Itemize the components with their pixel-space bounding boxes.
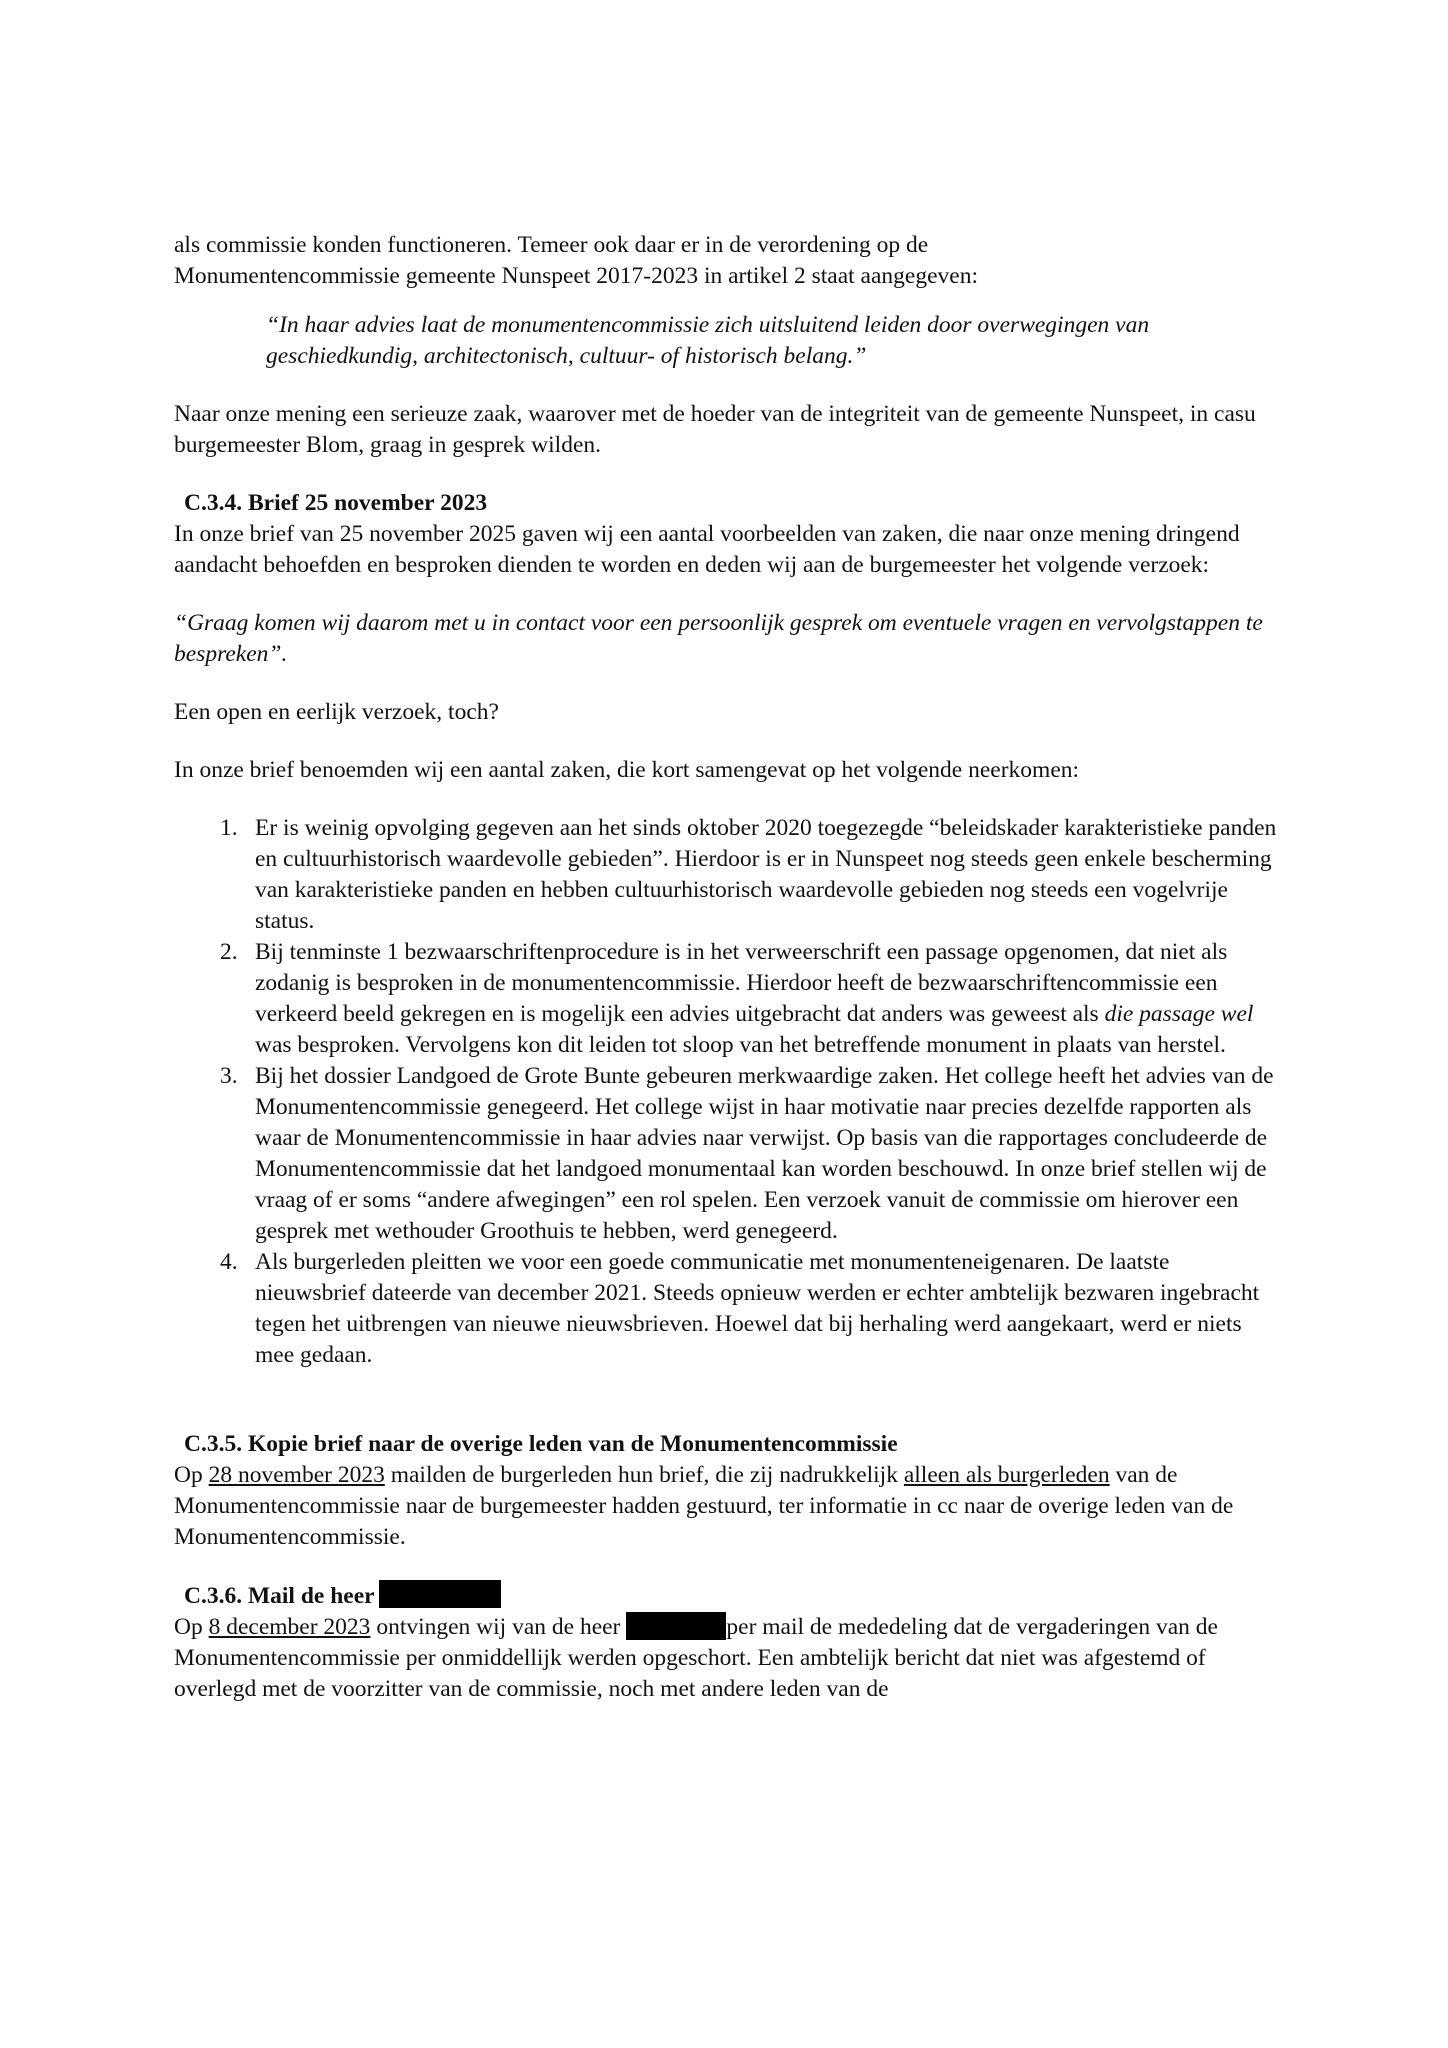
list-item-number: 3. [220, 1063, 238, 1089]
heading-c36 [174, 1580, 1284, 1612]
c35-text: mailden de burgerleden hun brief, die zij nadrukkelijk [384, 1462, 904, 1488]
redacted-name-block [379, 1580, 501, 1608]
list-item-number: 4. [220, 1249, 238, 1275]
list-item-number: 2. [220, 939, 238, 965]
c35-date: 28 november 2023 [208, 1462, 385, 1488]
intro-paragraph [174, 230, 1284, 292]
c34-request-quote: “Graag komen wij daarom met u in contact voor een persoonlijk gesprek om eventuele vragen en vervolgstappen te bespreken”. [174, 610, 1263, 667]
c34-body: In onze brief van 25 november 2025 gaven wij een aantal voorbeelden van zaken, die naar onze mening dringend aandacht behoefden en besproken dienden te worden en deden wij aan de burgemeester het volgende verzoek: [174, 521, 1240, 578]
intro-line-2: Monumentencommissie gemeente Nunspeet 2017-2023 in artikel 2 staat aangegeven: [174, 263, 978, 289]
heading-c34: C.3.4. Brief 25 november 2023 [184, 490, 488, 516]
redacted-name-block [626, 1612, 726, 1640]
c34-question: Een open en eerlijk verzoek, toch? [174, 699, 499, 725]
c34-list-intro: In onze brief benoemden wij een aantal zaken, die kort samengevat op het volgende neerkomen: [174, 757, 1080, 783]
heading-c36-text: C.3.6. Mail de heer [184, 1583, 375, 1609]
c36-text: ontvingen wij van de heer [370, 1614, 621, 1640]
c36-text: per mail de mededeling dat de vergaderingen van de Monumentencommissie per onmiddellijk werden opgeschort. Een ambtelijk bericht dat niet was afgestemd of overlegd met de voorzitter van de commissie, noch met andere leden van de [174, 1614, 1218, 1702]
list-item [174, 1247, 1284, 1371]
list-item-text-part: was besproken. Vervolgens kon dit leiden tot sloop van het betreffende monument in plaats van herstel. [255, 1032, 1226, 1058]
list-item-text [255, 939, 1253, 1058]
c34-issue-list [174, 813, 1284, 1371]
document-body [174, 230, 1284, 1705]
list-item-number: 1. [220, 815, 238, 841]
regulation-quote: “In haar advies laat de monumentencommissie zich uitsluitend leiden door overwegingen van geschiedkundig, architectonisch, cultuur- of historisch belang.” [266, 312, 1150, 369]
c36-body [174, 1612, 1284, 1705]
c36-date: 8 december 2023 [208, 1614, 371, 1640]
list-item-text: Er is weinig opvolging gegeven aan het sinds oktober 2020 toegezegde “beleidskader karakteristieke panden en cultuurhistorisch waardevolle gebieden”. Hierdoor is er in Nunspeet nog steeds geen enkele bescherming van karakteristieke panden en hebben cultuurhistorisch waardevolle gebieden nog steeds een vogelvrije status. [255, 815, 1277, 934]
c35-text: Op [174, 1462, 209, 1488]
list-item-text: Bij het dossier Landgoed de Grote Bunte gebeuren merkwaardige zaken. Het college heeft het advies van de Monumentencommissie genegeerd. Het college wijst in haar motivatie naar precies dezelfde rapporten als waar de Monumentencommissie in haar advies naar verwijst. Op basis van die rapportages concludeerde de Monumentencommissie dat het landgoed monumentaal kan worden beschouwd. In onze brief stellen wij de vraag of er soms “andere afwegingen” een rol spelen. Een verzoek vanuit de commissie om hierover een gesprek met wethouder Groothuis te hebben, werd genegeerd. [255, 1063, 1274, 1244]
list-item-text: Als burgerleden pleitten we voor een goede communicatie met monumenteneigenaren. De laatste nieuwsbrief dateerde van december 2021. Steeds opnieuw werden er echter ambtelijk bezwaren ingebracht tegen het uitbrengen van nieuwe nieuwsbrieven. Hoewel dat bij herhaling werd aangekaart, werd er niets mee gedaan. [255, 1249, 1260, 1368]
opinion-paragraph: Naar onze mening een serieuze zaak, waarover met de hoeder van de integriteit van de gemeente Nunspeet, in casu burgemeester Blom, graag in gesprek wilden. [174, 401, 1256, 458]
intro-line-1: als commissie konden functioneren. Temeer ook daar er in de verordening op de [174, 232, 929, 258]
c36-text: Op [174, 1614, 209, 1640]
list-item [174, 1061, 1284, 1247]
c35-underlined-text: alleen als burgerleden [903, 1462, 1110, 1488]
c35-body [174, 1460, 1284, 1553]
c35-text: van de Monumentencommissie naar de burgemeester hadden gestuurd, ter informatie in cc naar de overige leden van de Monumentencommissie. [174, 1462, 1234, 1550]
list-item [174, 937, 1284, 1061]
list-item-italic-text: die passage wel [1104, 1001, 1254, 1027]
list-item-text-part: Bij tenminste 1 bezwaarschriftenprocedure is in het verweerschrift een passage opgenomen, dat niet als zodanig is besproken in de monumentencommissie. Hierdoor heeft de bezwaarschriftencommissie een verkeerd beeld gekregen en is mogelijk een advies uitgebracht dat anders was geweest als [255, 939, 1228, 1027]
heading-c35: C.3.5. Kopie brief naar de overige leden van de Monumentencommissie [184, 1431, 898, 1457]
list-item [174, 813, 1284, 937]
